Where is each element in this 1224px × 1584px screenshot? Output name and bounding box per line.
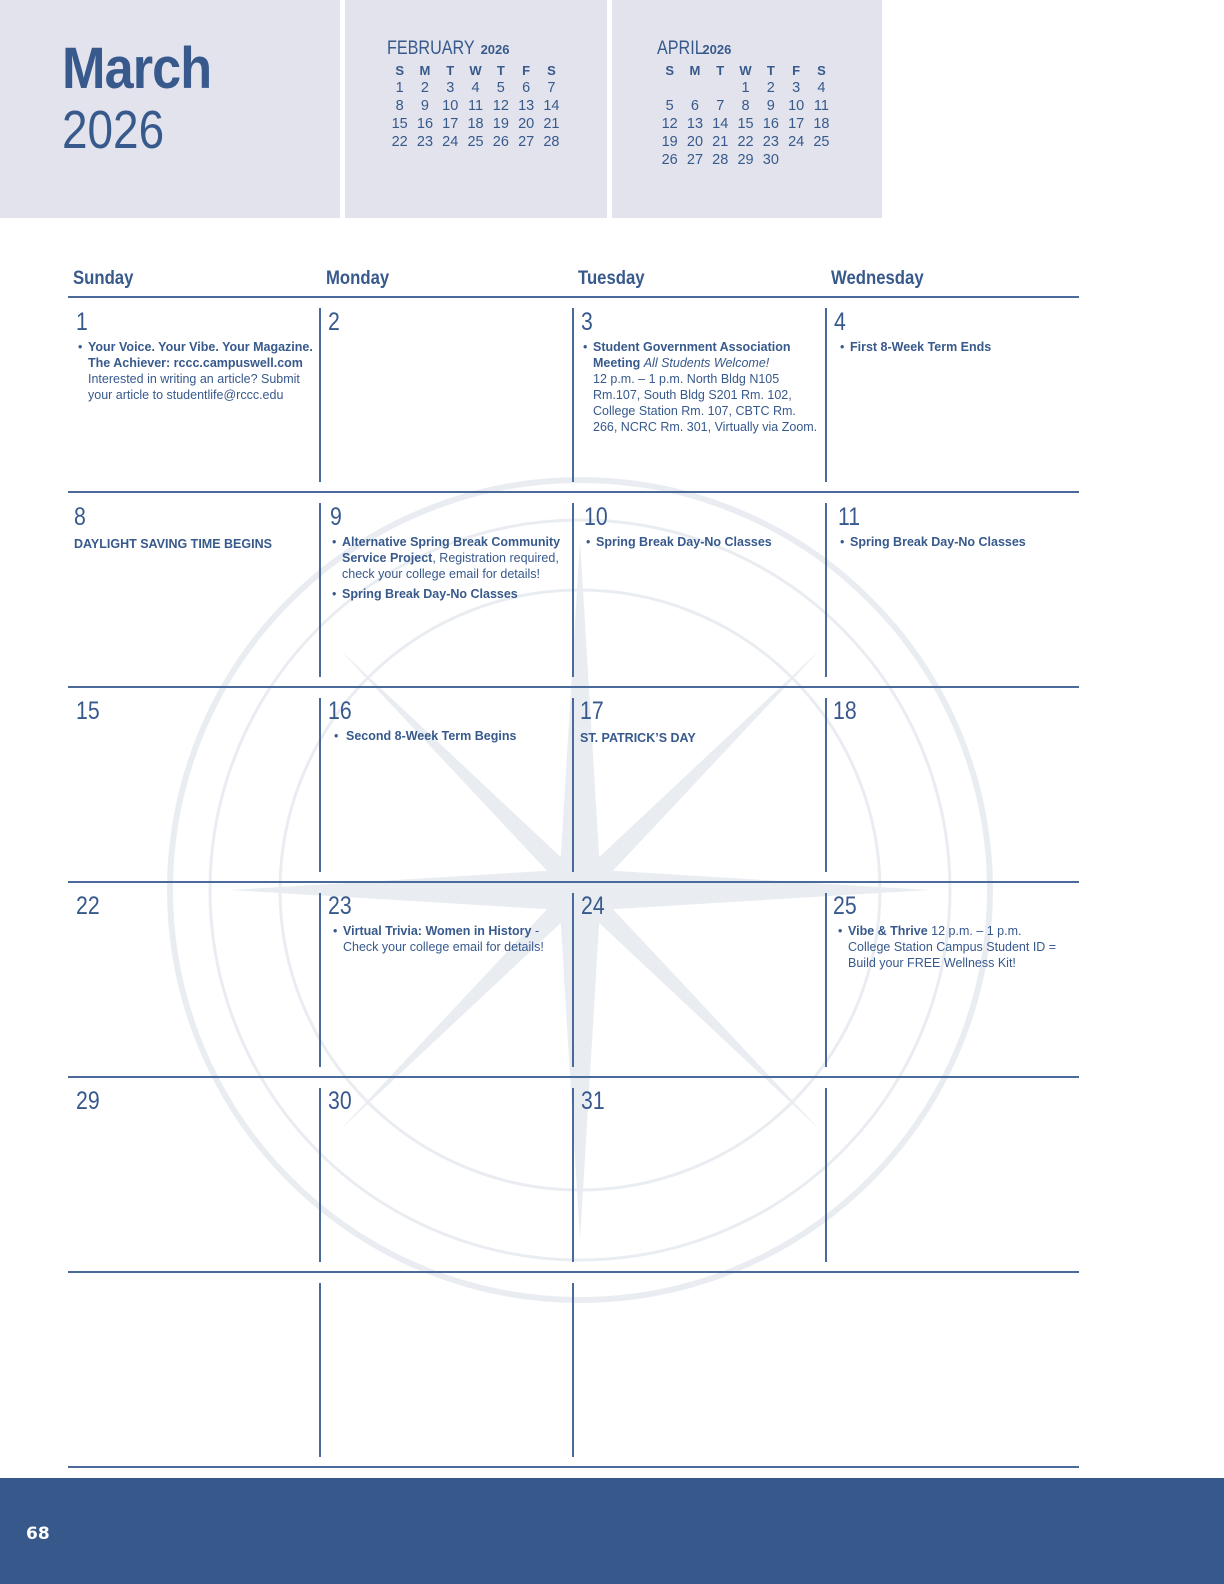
row-divider xyxy=(68,686,1079,688)
event-item: • Second 8-Week Term Begins xyxy=(334,729,517,743)
weekday-wednesday: Wednesday xyxy=(831,268,924,289)
row-divider xyxy=(68,1271,1079,1273)
event-details: , Registration required, check your college email for details! xyxy=(342,551,559,581)
mini-calendar-dow: S xyxy=(665,63,674,78)
mini-calendar-day: 28 xyxy=(712,152,729,168)
row-divider xyxy=(68,1466,1079,1468)
mini-calendar-day: 25 xyxy=(467,134,484,150)
mini-calendar-day: 22 xyxy=(737,134,754,150)
event-item: • Virtual Trivia: Women in History - Check your college email for details! xyxy=(333,924,544,954)
mini-calendar-day: 29 xyxy=(737,152,754,168)
year-title: 2026 xyxy=(62,100,165,160)
mini-calendar-day: 14 xyxy=(543,98,560,114)
col-divider xyxy=(572,503,574,677)
holiday-note: ST. PATRICK’S DAY xyxy=(580,731,696,745)
day-number: 29 xyxy=(76,1087,100,1115)
day-number: 17 xyxy=(580,697,604,725)
mini-calendar-day: 3 xyxy=(792,80,801,96)
day-number: 16 xyxy=(328,697,352,725)
day-cell-3 xyxy=(581,309,823,489)
day-cell-31 xyxy=(581,1088,831,1268)
mini-calendar-dow: W xyxy=(469,63,482,78)
mini-calendar-day: 20 xyxy=(518,116,535,132)
event-title: Second 8-Week Term Begins xyxy=(346,729,517,743)
mini-calendar-day: 11 xyxy=(468,98,484,114)
day-number: 4 xyxy=(834,308,846,336)
mini-calendar-day: 6 xyxy=(690,98,699,114)
mini-calendar-header xyxy=(657,38,834,62)
mini-calendar-day: 2 xyxy=(420,80,429,96)
mini-calendar-dow: F xyxy=(792,63,801,78)
col-divider xyxy=(825,308,827,482)
row-divider xyxy=(68,296,1079,298)
mini-calendar-day: 26 xyxy=(661,152,678,168)
mini-calendar-day: 4 xyxy=(817,80,826,96)
month-title-panel xyxy=(0,0,340,218)
event-title: Spring Break Day-No Classes xyxy=(596,535,772,549)
mini-calendar-day: 4 xyxy=(471,80,480,96)
event-item: • Vibe & Thrive 12 p.m. – 1 p.m. College Station Campus Student ID = Build your FREE Wellness Kit! xyxy=(838,924,1057,970)
event-details: 12 p.m. – 1 p.m. College Station Campus Student ID = Build your FREE Wellness Kit! xyxy=(848,924,1057,970)
mini-calendar-day: 18 xyxy=(467,116,484,132)
mini-calendar-dow: T xyxy=(766,63,775,78)
mini-calendar-day: 11 xyxy=(813,98,829,114)
event-details: Interested in writing an article? Submit your article to studentlife@rccc.edu xyxy=(88,372,300,402)
mini-calendar-day: 5 xyxy=(665,98,674,114)
mini-calendar-day xyxy=(809,151,834,169)
mini-calendar-day: 12 xyxy=(492,98,509,114)
mini-calendar-year: 2026 xyxy=(480,42,510,57)
mini-calendar-february xyxy=(387,38,564,151)
mini-calendar-day: 8 xyxy=(741,98,750,114)
day-number: 31 xyxy=(581,1087,605,1115)
weekday-sunday: Sunday xyxy=(73,268,134,289)
event-item: • Student Government Association Meeting All Students Welcome! 12 p.m. – 1 p.m. North Bldg N105 Rm.107, South Bldg S201 Rm. 102, College Station Rm. 107, CBTC Rm. 266, NCRC Rm. 301, Virtually via Zoom. xyxy=(583,340,818,434)
mini-calendar-dow: M xyxy=(419,63,431,78)
day-cell-30 xyxy=(328,1088,578,1268)
mini-calendar-day: 9 xyxy=(420,98,429,114)
event-item: • Spring Break Day-No Classes xyxy=(332,587,518,601)
day-cell-1 xyxy=(76,309,314,489)
mini-calendar-dow: S xyxy=(547,63,556,78)
mini-calendar-day: 28 xyxy=(543,134,560,150)
day-number: 30 xyxy=(328,1087,352,1115)
mini-calendar-day: 17 xyxy=(442,116,459,132)
day-number: 25 xyxy=(833,892,857,920)
event-title: Student Government Association Meeting xyxy=(593,340,791,370)
day-cell-25 xyxy=(833,893,1065,1073)
day-cell-18 xyxy=(833,698,1083,878)
mini-calendar-day: 19 xyxy=(492,116,509,132)
day-number: 10 xyxy=(584,503,608,531)
event-item: • Spring Break Day-No Classes xyxy=(840,535,1026,549)
mini-calendar-day: 16 xyxy=(762,116,779,132)
day-number: 1 xyxy=(76,308,88,336)
mini-calendar-april xyxy=(657,38,834,169)
day-cell-15 xyxy=(76,698,326,878)
event-item: • Alternative Spring Break Community Service Project, Registration required, check your college email for details! xyxy=(332,535,561,581)
mini-calendar-day xyxy=(657,79,682,97)
day-number: 8 xyxy=(74,503,86,531)
col-divider xyxy=(319,308,321,482)
day-number: 11 xyxy=(838,503,861,531)
mini-calendar-dow: M xyxy=(689,63,701,78)
mini-calendar-day: 16 xyxy=(416,116,434,132)
event-title: Vibe & Thrive xyxy=(848,924,928,938)
event-title: Virtual Trivia: Women in History xyxy=(343,924,532,938)
mini-calendar-day: 13 xyxy=(518,98,535,114)
event-title: Spring Break Day-No Classes xyxy=(342,587,518,601)
mini-calendar-day: 5 xyxy=(496,80,505,96)
day-cell-8 xyxy=(74,504,324,684)
event-title: Your Voice. Your Vibe. Your Magazine. xyxy=(88,340,313,354)
month-title: March xyxy=(62,36,212,101)
day-cell-16 xyxy=(328,698,578,878)
mini-calendar-day: 9 xyxy=(766,98,775,114)
mini-calendar-day xyxy=(783,151,808,169)
day-cell-22 xyxy=(76,893,326,1073)
event-link: The Achiever: rccc.campuswell.com xyxy=(88,356,303,370)
mini-calendar-day: 14 xyxy=(712,116,729,132)
row-divider xyxy=(68,491,1079,493)
day-cell-4 xyxy=(834,309,1084,489)
mini-calendar-day: 27 xyxy=(518,134,535,150)
day-cell-24 xyxy=(581,893,831,1073)
mini-calendar-day: 1 xyxy=(741,80,750,96)
mini-calendar-day: 15 xyxy=(391,116,408,132)
mini-calendar-day xyxy=(682,79,707,97)
event-item: • Spring Break Day-No Classes xyxy=(586,535,772,549)
mini-calendar-day: 10 xyxy=(442,98,459,114)
page-number: 68 xyxy=(26,1524,50,1544)
mini-calendar-day: 23 xyxy=(762,134,779,150)
mini-calendar-dow: S xyxy=(395,63,404,78)
mini-calendar-day: 17 xyxy=(788,116,805,132)
mini-calendar-day: 26 xyxy=(492,134,509,150)
weekday-tuesday: Tuesday xyxy=(578,268,645,289)
mini-calendar-month: FEBRUARY xyxy=(387,38,475,59)
day-number: 24 xyxy=(581,892,605,920)
day-cell-9 xyxy=(330,504,566,684)
event-title: Spring Break Day-No Classes xyxy=(850,535,1026,549)
col-divider xyxy=(572,893,574,1067)
mini-calendar-day: 12 xyxy=(661,116,678,132)
page-footer xyxy=(0,1478,1224,1584)
mini-calendar-day: 8 xyxy=(395,98,404,114)
event-details: - Check your college email for details! xyxy=(343,924,544,954)
mini-calendar-day: 13 xyxy=(686,116,704,132)
mini-calendar-day: 23 xyxy=(416,134,434,150)
mini-calendar-day: 15 xyxy=(737,116,754,132)
day-cell-29 xyxy=(76,1088,326,1268)
row-divider xyxy=(68,1076,1079,1078)
day-number: 23 xyxy=(328,892,352,920)
mini-calendar-day: 10 xyxy=(788,98,805,114)
day-number: 18 xyxy=(833,697,857,725)
day-number: 22 xyxy=(76,892,100,920)
mini-calendar-dow: T xyxy=(716,63,725,78)
mini-calendar-day xyxy=(708,79,733,97)
mini-calendar-day: 24 xyxy=(442,134,459,150)
mini-calendar-month: APRIL xyxy=(657,38,704,59)
mini-calendar-dow: T xyxy=(496,63,505,78)
event-title: Alternative Spring Break Community Service Project xyxy=(342,535,561,565)
day-cell-23 xyxy=(328,893,570,1073)
mini-calendar-day: 1 xyxy=(395,80,404,96)
row-divider xyxy=(68,881,1079,883)
mini-calendar-day: 18 xyxy=(813,116,830,132)
col-divider xyxy=(319,1283,321,1457)
event-title: First 8-Week Term Ends xyxy=(850,340,992,354)
day-cell-17 xyxy=(580,698,830,878)
mini-calendar-day: 7 xyxy=(716,98,725,114)
mini-calendar-day: 22 xyxy=(391,134,408,150)
holiday-note: DAYLIGHT SAVING TIME BEGINS xyxy=(74,537,272,551)
day-cell-10 xyxy=(584,504,834,684)
event-details: 12 p.m. – 1 p.m. North Bldg N105 Rm.107, South Bldg S201 Rm. 102, College Station Rm. 107, CBTC Rm. 266, NCRC Rm. 301, Virtually via Zoom. xyxy=(593,372,818,434)
day-number: 15 xyxy=(76,697,100,725)
weekday-monday: Monday xyxy=(326,268,390,289)
mini-calendar-day: 7 xyxy=(547,80,556,96)
mini-calendar-day: 2 xyxy=(766,80,775,96)
mini-calendar-dow: T xyxy=(446,63,455,78)
mini-calendar-year: 2026 xyxy=(702,42,732,57)
day-cell-11 xyxy=(838,504,1088,684)
mini-calendar-day: 30 xyxy=(762,152,779,168)
mini-calendar-dow: F xyxy=(522,63,531,78)
mini-calendar-day: 20 xyxy=(686,134,704,150)
mini-calendar-grid xyxy=(387,62,564,151)
event-item: • First 8-Week Term Ends xyxy=(840,340,992,354)
mini-calendar-dow: W xyxy=(739,63,752,78)
mini-calendar-header xyxy=(387,38,564,62)
mini-calendar-day: 27 xyxy=(686,152,704,168)
mini-calendar-day: 24 xyxy=(788,134,805,150)
day-number: 3 xyxy=(581,308,593,336)
event-item: • Your Voice. Your Vibe. Your Magazine. The Achiever: rccc.campuswell.com Interested in writing an article? Submit your article to studentlife@rccc.edu xyxy=(78,340,313,402)
mini-calendar-day: 6 xyxy=(522,80,531,96)
mini-calendar-day: 21 xyxy=(712,134,729,150)
day-number: 9 xyxy=(330,503,342,531)
mini-calendar-grid xyxy=(657,62,834,169)
col-divider xyxy=(572,1283,574,1457)
mini-calendar-day: 21 xyxy=(543,116,560,132)
mini-calendar-dow: S xyxy=(817,63,826,78)
day-number: 2 xyxy=(328,308,340,336)
mini-calendar-day: 19 xyxy=(661,134,678,150)
mini-calendar-day: 3 xyxy=(446,80,455,96)
event-note: All Students Welcome! xyxy=(643,356,770,370)
day-cell-2 xyxy=(328,309,578,489)
mini-calendar-day: 25 xyxy=(813,134,830,150)
